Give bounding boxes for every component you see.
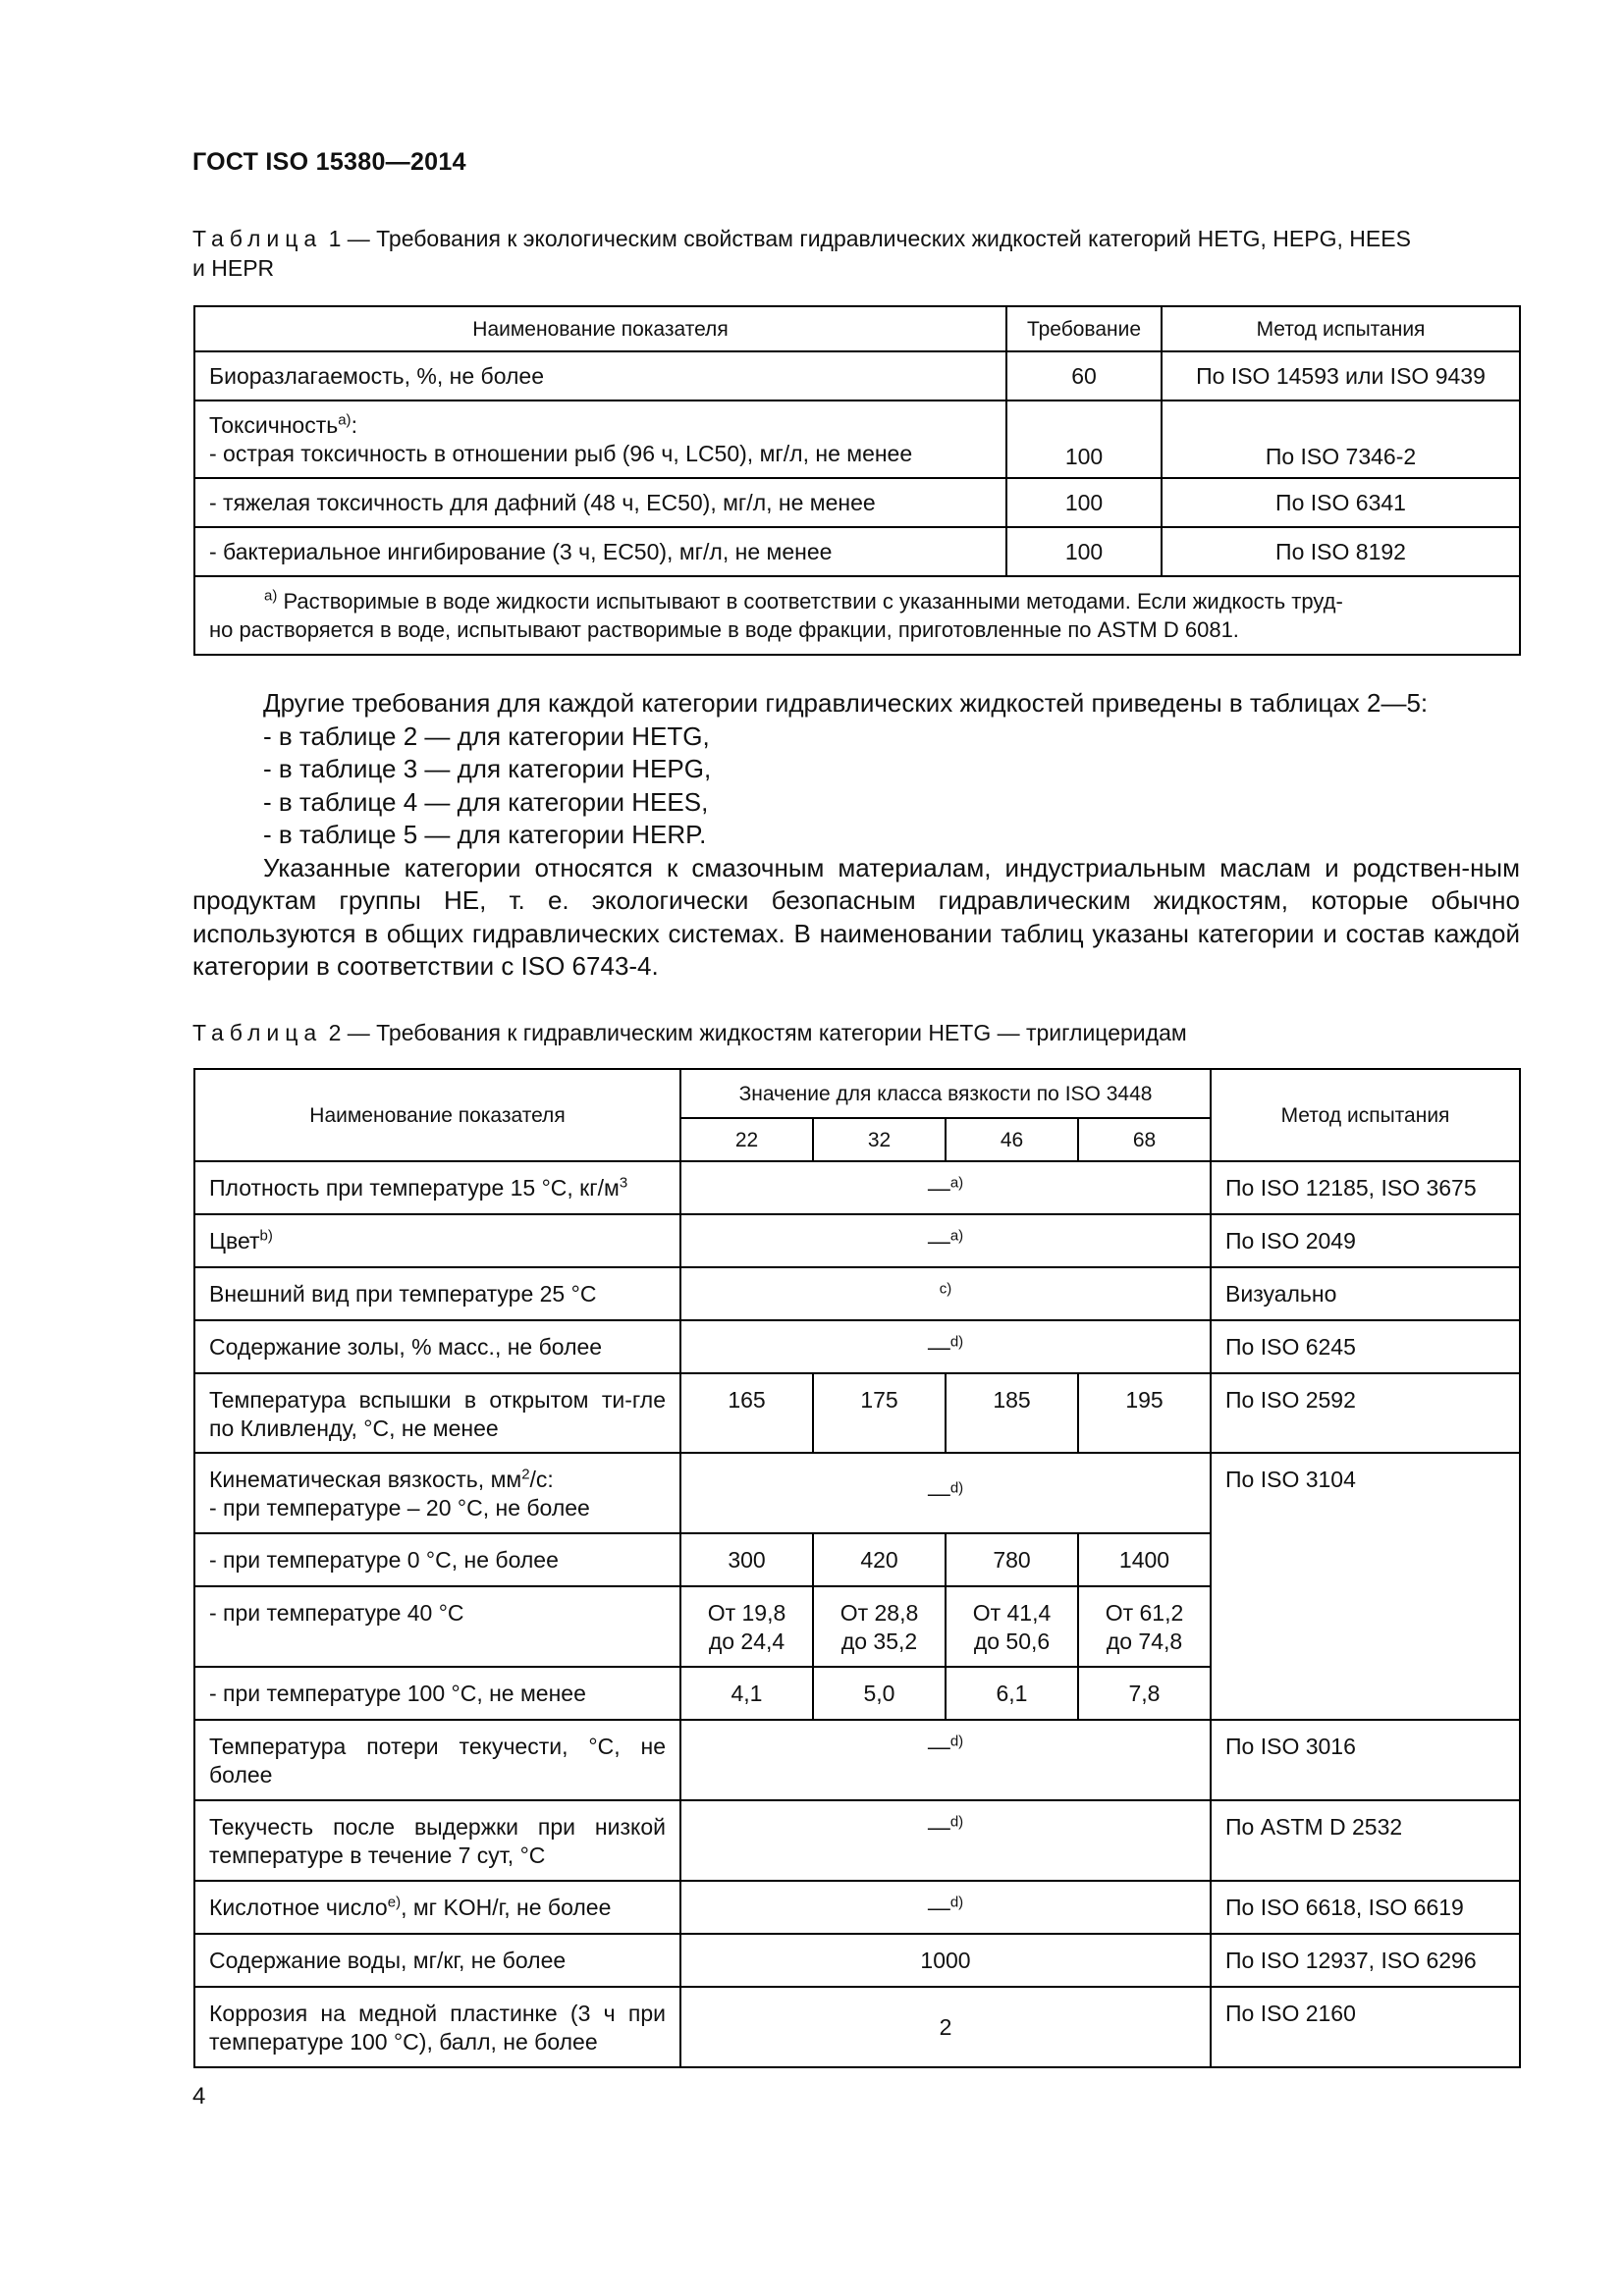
table-row: [194, 1987, 1520, 2067]
viscosity-class-46: 46: [946, 1118, 1078, 1161]
cell-value: [680, 1586, 813, 1667]
acid-number-unit: , мг KOH/г, не более: [401, 1895, 612, 1920]
cell-value: [680, 1720, 1211, 1800]
cell-value: 195: [1078, 1373, 1211, 1453]
footnote-ref: c): [939, 1280, 952, 1298]
table-row: [194, 351, 1520, 400]
footnote-ref: d): [949, 1478, 964, 1496]
cell-name: [194, 1453, 680, 1533]
cell-name: - при температуре 0 °С, не более: [194, 1533, 680, 1586]
viscosity-minus20: - при температуре – 20 °С, не более: [209, 1495, 590, 1521]
cell-method: По ISO 12185, ISO 3675: [1211, 1161, 1520, 1214]
cell-method: По ISO 6341: [1162, 478, 1520, 527]
cell-value: [680, 1800, 1211, 1881]
cell-value: [680, 1161, 1211, 1214]
cell-method: По ISO 2592: [1211, 1373, 1520, 1453]
cell-method: По ISO 12937, ISO 6296: [1211, 1934, 1520, 1987]
dash: —: [927, 1479, 950, 1506]
cell-name: Содержание воды, мг/кг, не более: [194, 1934, 680, 1987]
table-row: [194, 1453, 1520, 1533]
cell-value: [946, 1586, 1078, 1667]
cell-value: 420: [813, 1533, 946, 1586]
range-from: От 28,8: [839, 1600, 919, 1626]
table-row: [194, 1720, 1520, 1800]
table1-footnote: [194, 576, 1520, 655]
cell-value: 300: [680, 1533, 813, 1586]
table2: [193, 1068, 1521, 2068]
table2-header-method: Метод испытания: [1211, 1069, 1520, 1161]
cell-value: [1078, 1586, 1211, 1667]
color-label: Цвет: [209, 1228, 260, 1254]
cell-requirement: 100: [1006, 400, 1162, 478]
range-from: От 19,8: [707, 1600, 786, 1626]
cell-name: Коррозия на медной пластинке (3 ч при температуре 100 °С), балл, не более: [194, 1987, 680, 2067]
cell-name: [194, 1161, 680, 1214]
cell-method: Визуально: [1211, 1267, 1520, 1320]
cell-value: [680, 1453, 1211, 1533]
cell-name: [194, 1881, 680, 1934]
cell-method: По ISO 2160: [1211, 1987, 1520, 2067]
table1-header-requirement: Требование: [1006, 306, 1162, 351]
viscosity-class-32: 32: [813, 1118, 946, 1161]
table-row: [194, 1934, 1520, 1987]
footnote-ref: b): [259, 1227, 273, 1245]
cell-name: Внешний вид при температуре 25 °С: [194, 1267, 680, 1320]
cell-method: По ASTM D 2532: [1211, 1800, 1520, 1881]
footnote-ref: d): [949, 1894, 964, 1911]
cell-name: [194, 400, 1006, 478]
cell-name: - бактериальное ингибирование (3 ч, EC50), мг/л, не менее: [194, 527, 1006, 576]
body-paragraph-2: Указанные категории относятся к смазочным материалам, индустриальным маслам и родствен-ным продуктам группы HE, т. е. экологически безопасным гидравлическим жидкостям, которые обычно используются в общих гидравлических системах. В наименовании таблиц указаны категории и состав каждой категории в соответствии с ISO 6743-4.: [192, 852, 1520, 981]
table-row: [194, 1373, 1520, 1453]
cell-requirement: 100: [1006, 478, 1162, 527]
range-from: От 61,2: [1105, 1600, 1184, 1626]
range-to: до 35,2: [840, 1629, 918, 1654]
table-row: [194, 527, 1520, 576]
range-to: до 24,4: [708, 1629, 785, 1654]
table-row: [194, 1267, 1520, 1320]
kinematic-viscosity-label: Кинематическая вязкость, мм: [209, 1467, 522, 1492]
table2-caption-word: Таблица: [192, 1020, 323, 1045]
cell-value: 1000: [680, 1934, 1211, 1987]
footnote-text-line1: Растворимые в воде жидкости испытывают в соответствии с указанными методами. Если жидкость труд-: [283, 589, 1343, 614]
range-from: От 41,4: [972, 1600, 1052, 1626]
viscosity-class-22: 22: [680, 1118, 813, 1161]
unit-tail: /с:: [529, 1467, 554, 1492]
table1: [193, 305, 1521, 656]
cell-method: По ISO 6245: [1211, 1320, 1520, 1373]
cell-value: 2: [680, 1987, 1211, 2067]
cell-method: По ISO 2049: [1211, 1214, 1520, 1267]
table1-header-method: Метод испытания: [1162, 306, 1520, 351]
cell-method: По ISO 3104: [1211, 1453, 1520, 1720]
body-text: [192, 687, 1520, 984]
cell-value: 165: [680, 1373, 813, 1453]
cell-value: 185: [946, 1373, 1078, 1453]
cell-name: Температура вспышки в открытом ти-гле по Кливленду, °С, не менее: [194, 1373, 680, 1453]
cell-value: [813, 1586, 946, 1667]
footnote-mark: a): [264, 587, 278, 605]
cell-name: Содержание золы, % масс., не более: [194, 1320, 680, 1373]
table1-caption: [192, 224, 1520, 283]
acid-number-label: Кислотное число: [209, 1895, 388, 1920]
list-item: - в таблице 2 — для категории HETG,: [263, 721, 710, 751]
list-item: - в таблице 3 — для категории HEPG,: [263, 754, 712, 783]
range-to: до 50,6: [973, 1629, 1051, 1654]
body-paragraph-1: Другие требования для каждой категории гидравлических жидкостей приведены в таблицах 2—5:: [263, 688, 1429, 718]
page-number: 4: [192, 2083, 206, 2109]
table1-header-name: Наименование показателя: [194, 306, 1006, 351]
cell-value: 1400: [1078, 1533, 1211, 1586]
footnote-ref: d): [949, 1333, 964, 1351]
cell-value: 7,8: [1078, 1667, 1211, 1720]
cell-value: 780: [946, 1533, 1078, 1586]
cell-method: По ISO 7346-2: [1162, 400, 1520, 478]
footnote-text-line2: но растворяется в воде, испытывают растворимые в воде фракции, приготовленные по ASTM D 6081.: [209, 617, 1239, 642]
footnote-ref: d): [949, 1813, 964, 1831]
table2-caption-text: 2 — Требования к гидравлическим жидкостям категории HETG — триглицеридам: [328, 1020, 1187, 1045]
cell-name: Температура потери текучести, °С, не более: [194, 1720, 680, 1800]
unit-exponent: 3: [619, 1174, 628, 1192]
toxicity-title: Токсичность: [209, 411, 339, 438]
dash: —: [927, 1814, 950, 1840]
table-row: [194, 1214, 1520, 1267]
density-label: Плотность при температуре 15 °С, кг/м: [209, 1175, 620, 1201]
dash: —: [927, 1895, 950, 1920]
cell-value: [680, 1320, 1211, 1373]
table1-footnote-row: [194, 576, 1520, 655]
table-row: [194, 1161, 1520, 1214]
range-to: до 74,8: [1106, 1629, 1183, 1654]
cell-value: 6,1: [946, 1667, 1078, 1720]
viscosity-class-68: 68: [1078, 1118, 1211, 1161]
cell-requirement: 60: [1006, 351, 1162, 400]
cell-value: 175: [813, 1373, 946, 1453]
list-item: - в таблице 5 — для категории HERP.: [263, 820, 707, 849]
cell-name: - тяжелая токсичность для дафний (48 ч, EC50), мг/л, не менее: [194, 478, 1006, 527]
cell-name: - при температуре 100 °С, не менее: [194, 1667, 680, 1720]
unit-exponent: 2: [521, 1466, 530, 1483]
footnote-ref: d): [949, 1733, 964, 1750]
table2-header-value: Значение для класса вязкости по ISO 3448: [680, 1069, 1211, 1118]
cell-method: По ISO 8192: [1162, 527, 1520, 576]
footnote-ref: e): [387, 1894, 402, 1911]
table-row: [194, 1320, 1520, 1373]
cell-value: 4,1: [680, 1667, 813, 1720]
cell-requirement: 100: [1006, 527, 1162, 576]
table2-header-name: Наименование показателя: [194, 1069, 680, 1161]
footnote-ref: a): [338, 410, 352, 428]
cell-value: [680, 1267, 1211, 1320]
table-row: [194, 1881, 1520, 1934]
cell-name: Биоразлагаемость, %, не более: [194, 351, 1006, 400]
cell-method: По ISO 3016: [1211, 1720, 1520, 1800]
cell-name: - при температуре 40 °С: [194, 1586, 680, 1667]
table2-caption: [192, 1018, 1520, 1047]
footnote-ref: a): [949, 1227, 964, 1245]
cell-method: По ISO 6618, ISO 6619: [1211, 1881, 1520, 1934]
dash: —: [927, 1228, 950, 1254]
cell-value: 5,0: [813, 1667, 946, 1720]
cell-name: [194, 1214, 680, 1267]
dash: —: [927, 1175, 950, 1201]
cell-method: По ISO 14593 или ISO 9439: [1162, 351, 1520, 400]
toxicity-title-tail: :: [351, 411, 357, 438]
toxicity-fish: - острая токсичность в отношении рыб (96 ч, LC50), мг/л, не менее: [209, 440, 913, 466]
footnote-ref: a): [949, 1174, 964, 1192]
cell-value: [680, 1881, 1211, 1934]
table-row: [194, 400, 1520, 478]
cell-value: [680, 1214, 1211, 1267]
table-row: [194, 1800, 1520, 1881]
dash: —: [927, 1734, 950, 1759]
dash: —: [927, 1334, 950, 1360]
cell-name: Текучесть после выдержки при низкой температуре в течение 7 сут, °С: [194, 1800, 680, 1881]
table1-caption-word: Таблица: [192, 226, 323, 251]
document-header: ГОСТ ISO 15380—2014: [192, 148, 466, 176]
table-row: [194, 478, 1520, 527]
table1-caption-line2: и HEPR: [192, 255, 275, 281]
table1-caption-text: 1 — Требования к экологическим свойствам гидравлических жидкостей категорий HETG, HEPG, HEES: [328, 226, 1411, 251]
list-item: - в таблице 4 — для категории HEES,: [263, 786, 709, 817]
